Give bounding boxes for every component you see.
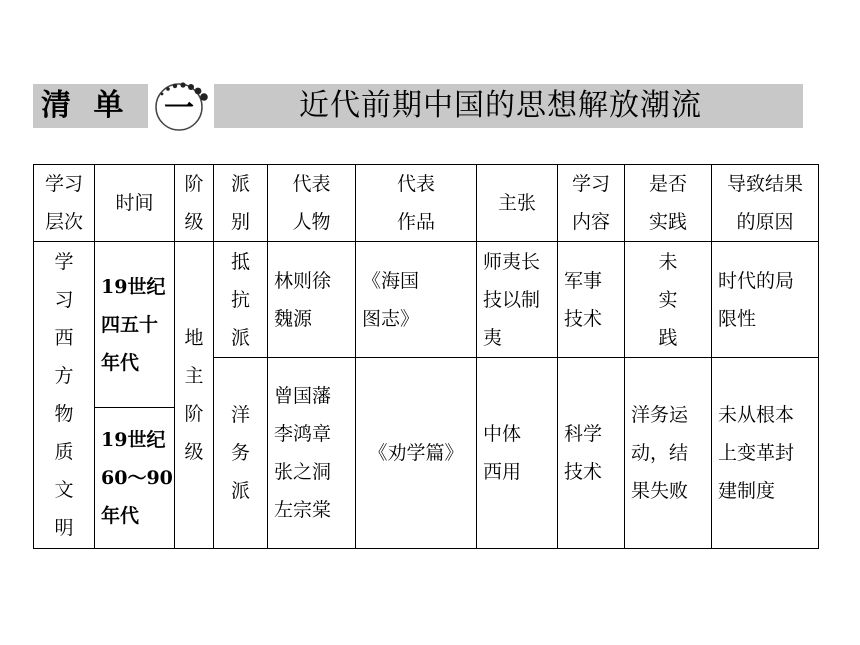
time-cell-2: 19世纪 60～90 年代: [95, 408, 175, 549]
thought-trends-table: [33, 164, 819, 549]
content-cell-2: 科学 技术: [558, 358, 625, 549]
header-row: [34, 165, 819, 242]
idea-cell-2: 中体 西用: [477, 358, 558, 549]
work-cell-1: 《海国 图志》: [356, 242, 477, 358]
banner-label: 清 单: [41, 88, 130, 123]
header-work: 代表 作品: [356, 165, 477, 242]
header-class: 阶 级: [175, 165, 214, 242]
reason-cell-2: 未从根本 上变革封 建制度: [712, 358, 819, 549]
idea-cell-1: 师夷长 技以制 夷: [477, 242, 558, 358]
header-content: 学习 内容: [558, 165, 625, 242]
header-faction: 派 别: [214, 165, 268, 242]
header-reason: 导致结果 的原因: [712, 165, 819, 242]
header-level: 学习 层次: [34, 165, 95, 242]
person-cell-2: 曾国藩 李鸿章 张之洞 左宗棠: [268, 358, 356, 549]
practice-cell-2: 洋务运 动，结 果失败: [625, 358, 712, 549]
time-cell-1: 19世纪 四五十 年代: [95, 242, 175, 408]
section-banner: [33, 80, 803, 132]
faction-cell-1: 抵 抗 派: [214, 242, 268, 358]
header-practice: 是否 实践: [625, 165, 712, 242]
class-cell: 地 主 阶 级: [175, 242, 214, 549]
faction-cell-2: 洋 务 派: [214, 358, 268, 549]
content-cell-1: 军事 技术: [558, 242, 625, 358]
level-cell: 学 习 西 方 物 质 文 明: [34, 242, 95, 549]
header-person: 代表 人物: [268, 165, 356, 242]
person-cell-1: 林则徐 魏源: [268, 242, 356, 358]
practice-cell-1: 未 实 践: [625, 242, 712, 358]
header-time: 时间: [95, 165, 175, 242]
reason-cell-1: 时代的局 限性: [712, 242, 819, 358]
work-cell-2: 《劝学篇》: [356, 358, 477, 549]
table-row: [34, 242, 819, 358]
header-idea: 主张: [477, 165, 558, 242]
banner-title: 近代前期中国的思想解放潮流: [299, 88, 702, 123]
banner-number: 一: [164, 91, 194, 126]
numbered-circle-icon: [148, 80, 214, 132]
